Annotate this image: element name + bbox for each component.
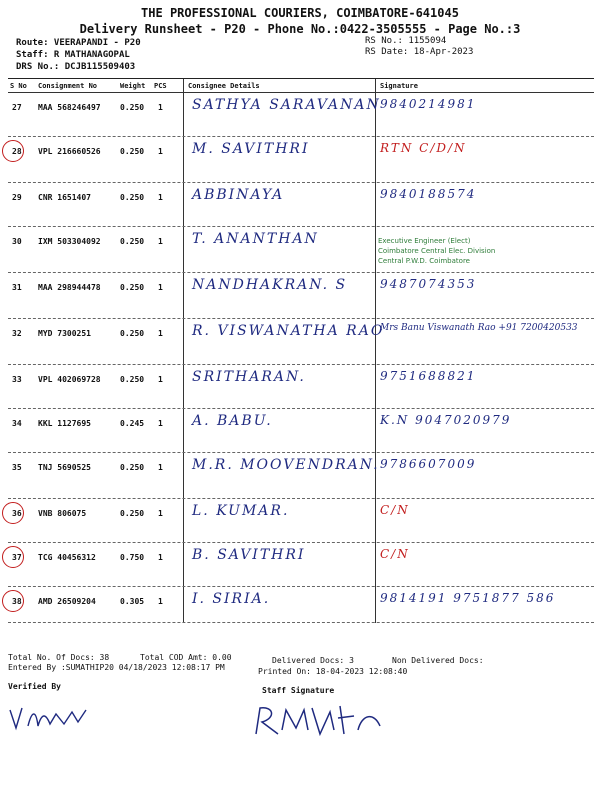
table-row [8,183,594,227]
sno-cell: 29 [12,193,22,202]
consignee-name: ABBINAYA [192,187,285,203]
consignee-name: M.R. MOOVENDRAN. [192,457,380,473]
consignment-cell: VPL 216660526 [38,147,101,156]
weight-cell: 0.250 [120,193,145,202]
undelivered-circle-mark [2,590,24,612]
table-row [8,319,594,365]
receiver-signature: 9840188574 [380,187,477,201]
entered-by: Entered By :SUMATHIP20 04/18/2023 12:08:17 PM [8,663,225,672]
verified-by-label: Verified By [8,682,61,691]
delivered-docs: Delivered Docs: 3 [272,656,354,665]
pcs-cell: 1 [158,375,163,384]
col-pcs: PCS [154,82,167,90]
consignment-cell: CNR 1651407 [38,193,91,202]
consignee-name: T. ANANTHAN [192,231,319,247]
consignee-name: SRITHARAN. [192,369,306,385]
col-sno: S No [10,82,27,90]
table-row [8,137,594,183]
receiver-signature: 9487074353 [380,277,477,291]
rs-date: RS Date: 18-Apr-2023 [365,47,474,57]
pcs-cell: 1 [158,553,163,562]
weight-cell: 0.250 [120,147,145,156]
total-cod: Total COD Amt: 0.00 [140,653,232,662]
weight-cell: 0.250 [120,329,145,338]
consignee-name: L. KUMAR. [192,503,290,519]
sno-cell: 28 [12,147,22,156]
col-consignee: Consignee Details [188,82,260,90]
pcs-cell: 1 [158,147,163,156]
weight-cell: 0.250 [120,375,145,384]
col-consignment: Consignment No [38,82,98,90]
consignee-name: R. VISWANATHA RAO [192,323,385,339]
sno-cell: 27 [12,103,22,112]
sno-cell: 31 [12,283,22,292]
pcs-cell: 1 [158,597,163,606]
consignment-cell: MYD 7300251 [38,329,91,338]
table-row [8,543,594,587]
staff-signature [250,700,390,740]
sno-cell: 36 [12,509,22,518]
non-delivered-docs: Non Delivered Docs: [392,656,484,665]
receiver-signature: 9751688821 [380,369,477,383]
consignment-cell: MAA 298944478 [38,283,101,292]
verifier-signature [6,700,96,736]
staff-label: Staff: R MATHANAGOPAL [16,50,130,60]
table-row [8,93,594,137]
sno-cell: 33 [12,375,22,384]
total-docs: Total No. Of Docs: 38 [8,653,110,662]
col-weight: Weight [120,82,146,90]
consignee-name: M. SAVITHRI [192,141,310,157]
sno-cell: 37 [12,553,22,562]
runsheet-table [8,78,594,622]
receiver-signature: 9840214981 [380,97,477,111]
consignee-name: SATHYA SARAVANAN [192,97,381,113]
sno-cell: 34 [12,419,22,428]
pcs-cell: 1 [158,509,163,518]
sno-cell: 30 [12,237,22,246]
drs-label: DRS No.: DCJB115509403 [16,62,136,72]
receiver-signature: 9814191 9751877 586 [380,591,556,605]
consignment-cell: MAA 568246497 [38,103,101,112]
pcs-cell: 1 [158,237,163,246]
pcs-cell: 1 [158,283,163,292]
staff-signature-label: Staff Signature [262,686,335,695]
table-row [8,587,594,623]
receiver-signature: K.N 9047020979 [380,413,512,427]
receiver-signature: Mrs Banu Viswanath Rao +91 7200420533 [380,323,578,333]
consignment-cell: KKL 1127695 [38,419,91,428]
weight-cell: 0.750 [120,553,145,562]
weight-cell: 0.250 [120,463,145,472]
table-row [8,365,594,409]
receiver-signature: C/N [380,503,410,517]
sno-cell: 38 [12,597,22,606]
consignment-cell: TCG 40456312 [38,553,96,562]
table-row [8,273,594,319]
pcs-cell: 1 [158,329,163,338]
pcs-cell: 1 [158,463,163,472]
weight-cell: 0.250 [120,509,145,518]
table-row [8,409,594,453]
consignment-cell: TNJ 5690525 [38,463,91,472]
sno-cell: 35 [12,463,22,472]
doc-subtitle: Delivery Runsheet - P20 - Phone No.:0422-3505555 - Page No.:3 [79,22,521,36]
sno-cell: 32 [12,329,22,338]
consignee-name: B. SAVITHRI [192,547,306,563]
weight-cell: 0.245 [120,419,145,428]
weight-cell: 0.250 [120,283,145,292]
undelivered-circle-mark [2,140,24,162]
weight-cell: 0.305 [120,597,145,606]
receiver-signature: RTN C/D/N [380,141,467,155]
consignee-name: NANDHAKRAN. S [192,277,348,293]
printed-on: Printed On: 18-04-2023 12:08:40 [258,667,408,676]
weight-cell: 0.250 [120,103,145,112]
table-row [8,499,594,543]
receiver-signature: C/N [380,547,410,561]
pcs-cell: 1 [158,103,163,112]
route-label: Route: VEERAPANDI - P20 [16,38,141,48]
weight-cell: 0.250 [120,237,145,246]
consignment-cell: VNB 806075 [38,509,87,518]
official-stamp: Executive Engineer (Elect) Coimbatore Central Elec. Division Central P.W.D. Coimbatore [378,237,496,265]
consignment-cell: VPL 402069728 [38,375,101,384]
rs-no: RS No.: 1155094 [365,36,447,46]
consignment-cell: AMD 26509204 [38,597,96,606]
consignee-name: A. BABU. [192,413,273,429]
receiver-signature: 9786607009 [380,457,477,471]
col-signature: Signature [380,82,418,90]
undelivered-circle-mark [2,502,24,524]
consignment-cell: IXM 503304092 [38,237,101,246]
pcs-cell: 1 [158,419,163,428]
consignee-name: I. SIRIA. [192,591,271,607]
undelivered-circle-mark [2,546,24,568]
pcs-cell: 1 [158,193,163,202]
table-row [8,453,594,499]
doc-title: THE PROFESSIONAL COURIERS, COIMBATORE-641045 [141,6,459,20]
